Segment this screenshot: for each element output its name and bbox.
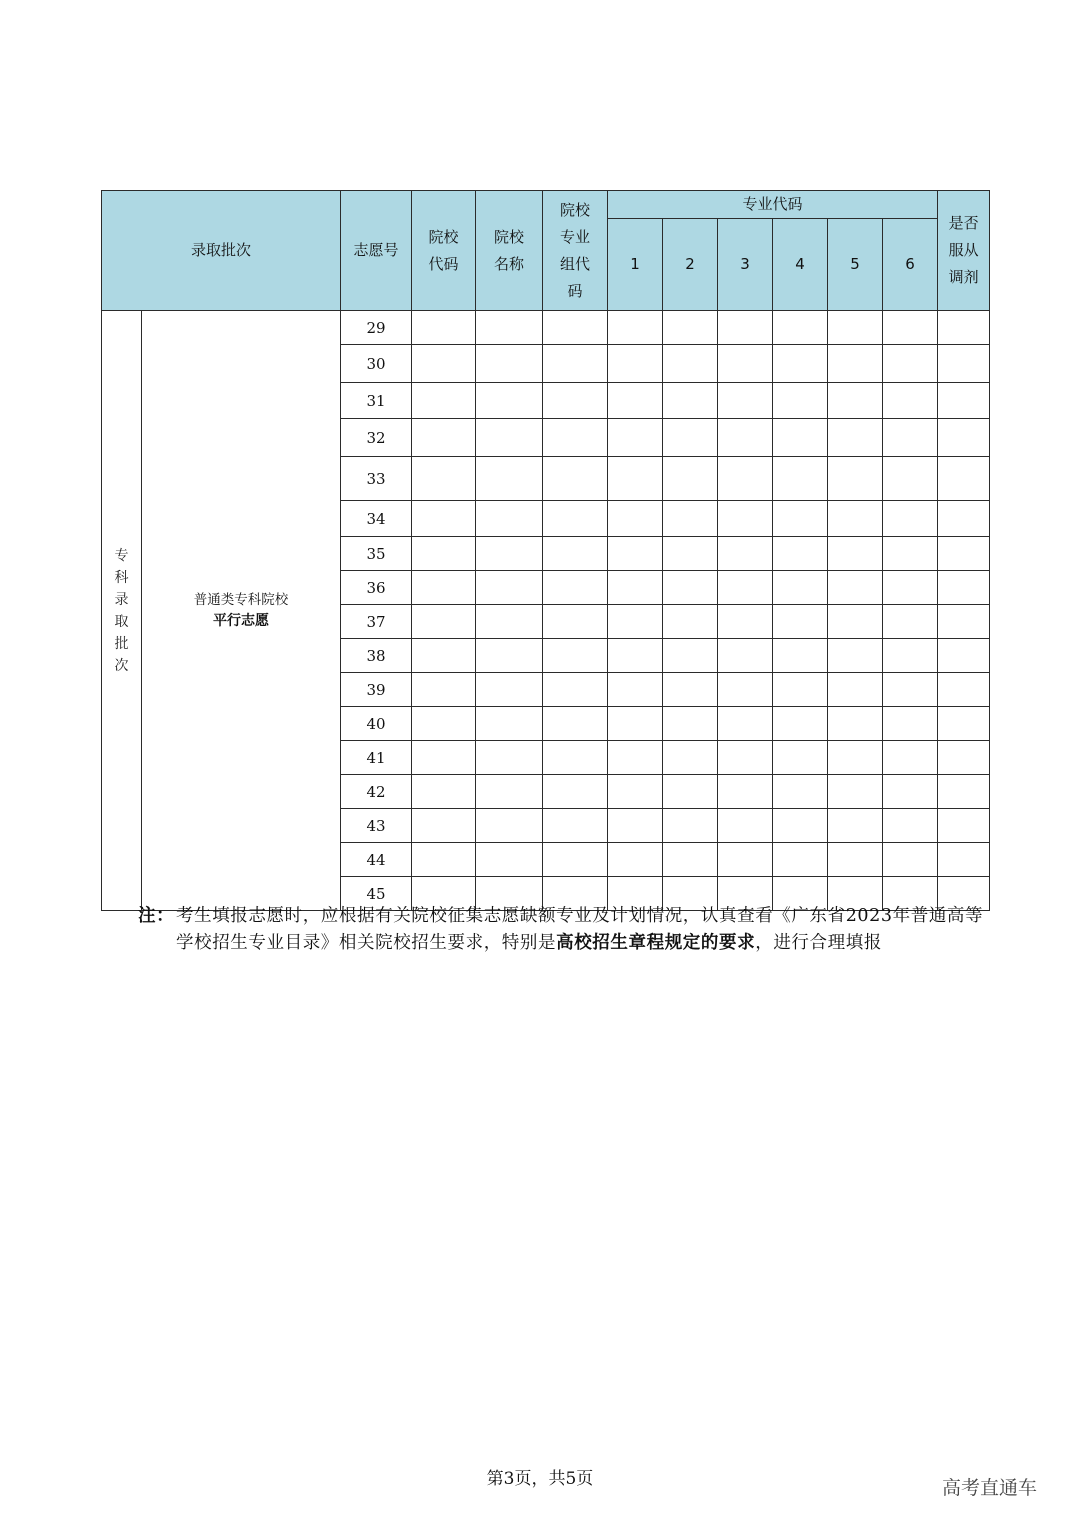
school-name-cell[interactable] [476, 571, 543, 605]
major-code-cell[interactable] [883, 419, 938, 457]
major-code-cell[interactable] [883, 809, 938, 843]
obey-adjust-cell[interactable] [938, 707, 990, 741]
wish-number: 29 [341, 311, 412, 345]
group-code-cell[interactable] [543, 383, 608, 419]
group-code-cell[interactable] [543, 457, 608, 501]
batch-outer-char: 科 [114, 569, 129, 586]
major-code-cell[interactable] [663, 741, 718, 775]
header-obey-line: 服从 [948, 241, 979, 259]
major-code-cell[interactable] [718, 419, 773, 457]
school-code-cell[interactable] [412, 775, 476, 809]
note-body [176, 903, 996, 957]
major-code-cell[interactable] [608, 741, 663, 775]
major-code-cell[interactable] [773, 673, 828, 707]
batch-inner-line2 [142, 611, 340, 632]
school-name-cell[interactable] [476, 605, 543, 639]
note [138, 903, 998, 953]
major-code-cell[interactable] [608, 707, 663, 741]
header-major-col-6: 6 [883, 219, 938, 311]
batch-outer-char: 取 [114, 613, 129, 630]
batch-outer-char: 次 [114, 657, 129, 674]
obey-adjust-cell[interactable] [938, 419, 990, 457]
major-code-cell[interactable] [828, 775, 883, 809]
major-code-cell[interactable] [718, 639, 773, 673]
major-code-cell[interactable] [663, 537, 718, 571]
volunteer-form-table [101, 190, 990, 911]
wish-number: 32 [341, 419, 412, 457]
major-code-cell[interactable] [773, 775, 828, 809]
major-code-cell[interactable] [773, 457, 828, 501]
header-obey-adjust [938, 191, 990, 311]
header-major-col-5: 5 [828, 219, 883, 311]
header-major-col-1: 1 [608, 219, 663, 311]
header-obey-line: 调剂 [948, 268, 979, 286]
major-code-cell[interactable] [828, 809, 883, 843]
obey-adjust-cell[interactable] [938, 537, 990, 571]
major-code-cell[interactable] [883, 311, 938, 345]
major-code-cell[interactable] [608, 345, 663, 383]
major-code-cell[interactable] [608, 419, 663, 457]
major-code-cell[interactable] [608, 775, 663, 809]
school-name-cell[interactable] [476, 639, 543, 673]
school-name-cell[interactable] [476, 419, 543, 457]
major-code-cell[interactable] [773, 707, 828, 741]
major-code-cell[interactable] [828, 457, 883, 501]
school-code-cell[interactable] [412, 311, 476, 345]
major-code-cell[interactable] [828, 537, 883, 571]
major-code-cell[interactable] [828, 571, 883, 605]
header-school-name [476, 191, 543, 311]
school-code-cell[interactable] [412, 537, 476, 571]
major-code-cell[interactable] [663, 419, 718, 457]
wish-number: 41 [341, 741, 412, 775]
major-code-cell[interactable] [773, 605, 828, 639]
header-major-code: 专业代码 [608, 191, 938, 219]
major-code-cell[interactable] [773, 501, 828, 537]
group-code-cell[interactable] [543, 501, 608, 537]
group-code-cell[interactable] [543, 571, 608, 605]
major-code-cell[interactable] [718, 707, 773, 741]
major-code-cell[interactable] [718, 345, 773, 383]
header-school-code [412, 191, 476, 311]
table-row [102, 311, 990, 345]
watermark: 高考直通车 [942, 1477, 1038, 1499]
group-code-cell[interactable] [543, 311, 608, 345]
batch-inner-bold: 平行志愿 [213, 612, 269, 629]
school-code-cell[interactable] [412, 843, 476, 877]
group-code-cell[interactable] [543, 419, 608, 457]
major-code-cell[interactable] [828, 345, 883, 383]
major-code-cell[interactable] [663, 707, 718, 741]
wish-number: 35 [341, 537, 412, 571]
major-code-cell[interactable] [883, 345, 938, 383]
obey-adjust-cell[interactable] [938, 673, 990, 707]
major-code-cell[interactable] [663, 383, 718, 419]
major-code-cell[interactable] [883, 457, 938, 501]
major-code-cell[interactable] [608, 809, 663, 843]
obey-adjust-cell[interactable] [938, 571, 990, 605]
major-code-cell[interactable] [883, 571, 938, 605]
obey-adjust-cell[interactable] [938, 605, 990, 639]
wish-number: 37 [341, 605, 412, 639]
header-school-name-line: 名称 [494, 254, 525, 273]
major-code-cell[interactable] [883, 707, 938, 741]
major-code-cell[interactable] [663, 457, 718, 501]
major-code-cell[interactable] [663, 843, 718, 877]
batch-inner-line1: 普通类专科院校 [193, 591, 289, 608]
major-code-cell[interactable] [663, 571, 718, 605]
major-code-cell[interactable] [773, 571, 828, 605]
wish-number: 39 [341, 673, 412, 707]
major-code-cell[interactable] [608, 843, 663, 877]
school-code-cell[interactable] [412, 707, 476, 741]
major-code-cell[interactable] [718, 571, 773, 605]
batch-outer-char: 录 [114, 591, 129, 608]
major-code-cell[interactable] [773, 311, 828, 345]
major-code-cell[interactable] [608, 673, 663, 707]
major-code-cell[interactable] [883, 605, 938, 639]
note-text-bold: 高校招生章程规定的要求 [556, 933, 756, 953]
note-text-end: ，进行合理填报 [755, 933, 882, 953]
group-code-cell[interactable] [543, 741, 608, 775]
major-code-cell[interactable] [608, 639, 663, 673]
major-code-cell[interactable] [608, 383, 663, 419]
major-code-cell[interactable] [883, 537, 938, 571]
obey-adjust-cell[interactable] [938, 741, 990, 775]
header-school-name-line: 院校 [494, 227, 525, 246]
major-code-cell[interactable] [773, 639, 828, 673]
batch-outer-char: 专 [114, 547, 129, 564]
major-code-cell[interactable] [718, 605, 773, 639]
major-code-cell[interactable] [828, 741, 883, 775]
major-code-cell[interactable] [828, 419, 883, 457]
batch-outer-char: 批 [114, 635, 129, 652]
group-code-cell[interactable] [543, 345, 608, 383]
major-code-cell[interactable] [608, 501, 663, 537]
major-code-cell[interactable] [663, 775, 718, 809]
wish-number: 43 [341, 809, 412, 843]
major-code-cell[interactable] [718, 673, 773, 707]
major-code-cell[interactable] [718, 457, 773, 501]
group-code-cell[interactable] [543, 775, 608, 809]
school-code-cell[interactable] [412, 345, 476, 383]
school-code-cell[interactable] [412, 571, 476, 605]
header-group-code-line: 码 [567, 281, 583, 300]
major-code-cell[interactable] [773, 741, 828, 775]
major-code-cell[interactable] [773, 809, 828, 843]
major-code-cell[interactable] [663, 605, 718, 639]
obey-adjust-cell[interactable] [938, 457, 990, 501]
school-code-cell[interactable] [412, 419, 476, 457]
major-code-cell[interactable] [883, 843, 938, 877]
major-code-cell[interactable] [883, 639, 938, 673]
wish-number: 45 [341, 877, 412, 911]
wish-number: 36 [341, 571, 412, 605]
major-code-cell[interactable] [608, 571, 663, 605]
major-code-cell[interactable] [828, 673, 883, 707]
major-code-cell[interactable] [718, 537, 773, 571]
wish-number: 34 [341, 501, 412, 537]
major-code-cell[interactable] [828, 501, 883, 537]
header-group-code-line: 组代 [560, 254, 591, 273]
school-name-cell[interactable] [476, 345, 543, 383]
major-code-cell[interactable] [773, 345, 828, 383]
obey-adjust-cell[interactable] [938, 311, 990, 345]
major-code-cell[interactable] [663, 809, 718, 843]
major-code-cell[interactable] [883, 383, 938, 419]
batch-inner-cell [142, 311, 341, 911]
major-code-cell[interactable] [663, 311, 718, 345]
major-code-cell[interactable] [828, 843, 883, 877]
major-code-cell[interactable] [608, 457, 663, 501]
header-school-code-line: 院校 [428, 227, 459, 246]
major-code-cell[interactable] [718, 383, 773, 419]
wish-number: 42 [341, 775, 412, 809]
obey-adjust-cell[interactable] [938, 843, 990, 877]
major-code-cell[interactable] [663, 345, 718, 383]
major-code-cell[interactable] [883, 775, 938, 809]
major-code-cell[interactable] [883, 741, 938, 775]
group-code-cell[interactable] [543, 605, 608, 639]
obey-adjust-cell[interactable] [938, 639, 990, 673]
wish-number: 40 [341, 707, 412, 741]
header-school-code-line: 代码 [428, 254, 459, 273]
header-major-col-3: 3 [718, 219, 773, 311]
major-code-cell[interactable] [773, 419, 828, 457]
major-code-cell[interactable] [663, 639, 718, 673]
major-code-cell[interactable] [608, 537, 663, 571]
school-name-cell[interactable] [476, 501, 543, 537]
header-major-col-4: 4 [773, 219, 828, 311]
school-name-cell[interactable] [476, 843, 543, 877]
major-code-cell[interactable] [828, 605, 883, 639]
major-code-cell[interactable] [718, 775, 773, 809]
group-code-cell[interactable] [543, 673, 608, 707]
major-code-cell[interactable] [608, 311, 663, 345]
major-code-cell[interactable] [828, 707, 883, 741]
major-code-cell[interactable] [773, 843, 828, 877]
school-code-cell[interactable] [412, 741, 476, 775]
major-code-cell[interactable] [883, 501, 938, 537]
page-number: 第3页，共5页 [486, 1469, 594, 1489]
major-code-cell[interactable] [718, 741, 773, 775]
note-label: 注： [138, 906, 175, 926]
major-code-cell[interactable] [608, 605, 663, 639]
wish-number: 33 [341, 457, 412, 501]
school-name-cell[interactable] [476, 537, 543, 571]
header-wish-number: 志愿号 [341, 191, 412, 311]
school-name-cell[interactable] [476, 457, 543, 501]
header-major-col-2: 2 [663, 219, 718, 311]
school-name-cell[interactable] [476, 741, 543, 775]
wish-number: 44 [341, 843, 412, 877]
form-body [102, 311, 990, 911]
major-code-cell[interactable] [828, 383, 883, 419]
header-batch: 录取批次 [102, 191, 341, 311]
header-obey-line: 是否 [948, 214, 979, 232]
wish-number: 31 [341, 383, 412, 419]
major-code-cell[interactable] [828, 639, 883, 673]
major-code-cell[interactable] [883, 673, 938, 707]
school-name-cell[interactable] [476, 809, 543, 843]
obey-adjust-cell[interactable] [938, 383, 990, 419]
wish-number: 30 [341, 345, 412, 383]
header-group-code [543, 191, 608, 311]
school-name-cell[interactable] [476, 775, 543, 809]
major-code-cell[interactable] [828, 311, 883, 345]
group-code-cell[interactable] [543, 537, 608, 571]
school-name-cell[interactable] [476, 673, 543, 707]
school-code-cell[interactable] [412, 501, 476, 537]
school-code-cell[interactable] [412, 605, 476, 639]
major-code-cell[interactable] [773, 537, 828, 571]
school-code-cell[interactable] [412, 809, 476, 843]
obey-adjust-cell[interactable] [938, 501, 990, 537]
wish-number: 38 [341, 639, 412, 673]
major-code-cell[interactable] [663, 673, 718, 707]
note-text: 考生填报志愿时，应根据有关院校征集志愿缺额专业及计划情况，认真查看《广东省2023年普通高等学校招生专业目录》相关院校招生要求，特别是 [176, 906, 984, 953]
school-code-cell[interactable] [412, 457, 476, 501]
school-code-cell[interactable] [412, 383, 476, 419]
major-code-cell[interactable] [718, 843, 773, 877]
school-code-cell[interactable] [412, 639, 476, 673]
group-code-cell[interactable] [543, 843, 608, 877]
school-name-cell[interactable] [476, 383, 543, 419]
obey-adjust-cell[interactable] [938, 345, 990, 383]
school-code-cell[interactable] [412, 673, 476, 707]
major-code-cell[interactable] [718, 809, 773, 843]
obey-adjust-cell[interactable] [938, 809, 990, 843]
header-group-code-line: 院校 [560, 200, 591, 219]
group-code-cell[interactable] [543, 809, 608, 843]
batch-outer-cell [102, 311, 142, 911]
school-name-cell[interactable] [476, 311, 543, 345]
obey-adjust-cell[interactable] [938, 775, 990, 809]
group-code-cell[interactable] [543, 707, 608, 741]
major-code-cell[interactable] [718, 501, 773, 537]
header-group-code-line: 专业 [560, 227, 591, 246]
major-code-cell[interactable] [718, 311, 773, 345]
school-name-cell[interactable] [476, 707, 543, 741]
group-code-cell[interactable] [543, 639, 608, 673]
major-code-cell[interactable] [773, 383, 828, 419]
major-code-cell[interactable] [663, 501, 718, 537]
